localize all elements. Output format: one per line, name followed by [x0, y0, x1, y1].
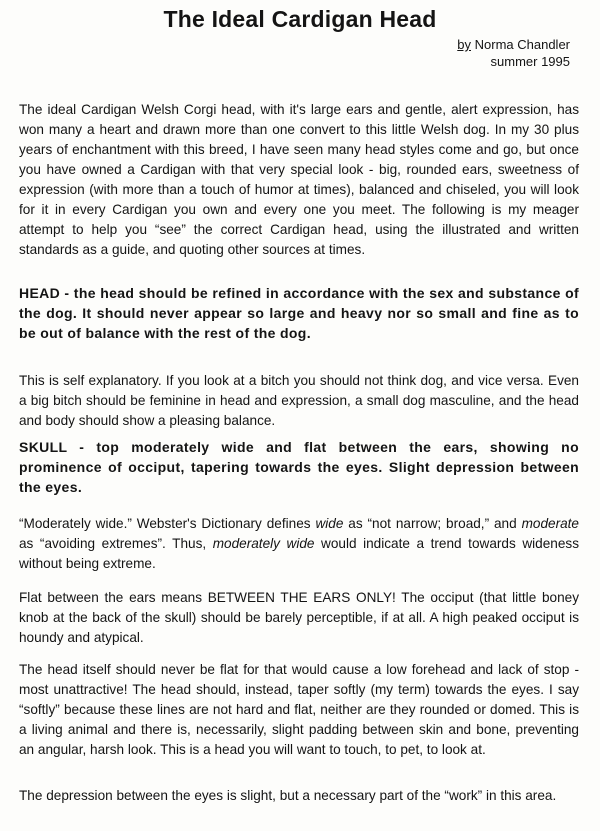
head-itself-paragraph: The head itself should never be flat for that would cause a low forehead and lack of stop - most unattractive! The head should, instead, taper softly (my term) towards the eyes. I say “softly” because these lines are not hard and flat, neither are they rounded or domed. This is a living animal and there is, necessarily, slight padding between skin and bone, preventing an angular, harsh look. This is a head you will want to touch, to pet, to look at.	[19, 662, 579, 757]
skull-standard-heading: SKULL - top moderately wide and flat between the ears, showing no prominence of occiput, tapering towards the eyes. Slight depression between the eyes.	[19, 439, 579, 495]
byline-date: summer 1995	[490, 54, 570, 69]
page-title: The Ideal Cardigan Head	[163, 6, 437, 32]
head-comment-paragraph: This is self explanatory. If you look at a bitch you should not think dog, and vice versa. Even a big bitch should be feminine in head and expression, a small dog masculine, and the head and body should show a pleasing balance.	[19, 373, 579, 428]
intro-paragraph: The ideal Cardigan Welsh Corgi head, with it's large ears and gentle, alert expression, has won many a heart and drawn more than one convert to this little Welsh dog. In my 30 plus years of enchantment with this breed, I have seen many head styles come and go, but once you have owned a Cardigan with that very special look - big, rounded ears, sweetness of expression (with more than a touch of humor at times), balanced and chiseled, you will look for it in every Cardigan you own and every one you meet. The following is my meager attempt to help you “see” the correct Cardigan head, using the illustrated and written standards as a guide, and quoting other sources at times.	[19, 102, 579, 257]
byline	[457, 36, 570, 70]
depression-paragraph: The depression between the eyes is slight, but a necessary part of the “work” in this area.	[19, 788, 557, 803]
head-standard-heading: HEAD - the head should be refined in accordance with the sex and substance of the dog. It should never appear so large and heavy nor so small and fine as to be out of balance with the rest of the dog.	[19, 285, 579, 341]
flat-between-ears-paragraph: Flat between the ears means BETWEEN THE EARS ONLY! The occiput (that little boney knob at the back of the skull) should be barely perceptible, if at all. A high peaked occiput is houndy and atypical.	[19, 590, 579, 645]
moderately-wide-paragraph: “Moderately wide.” Webster's Dictionary defines wide as “not narrow; broad,” and moderate as “avoiding extremes”. Thus, moderately wide would indicate a trend towards wideness without being extreme.	[19, 516, 579, 571]
byline-by: by	[457, 37, 471, 52]
byline-author: Norma Chandler	[474, 37, 570, 52]
